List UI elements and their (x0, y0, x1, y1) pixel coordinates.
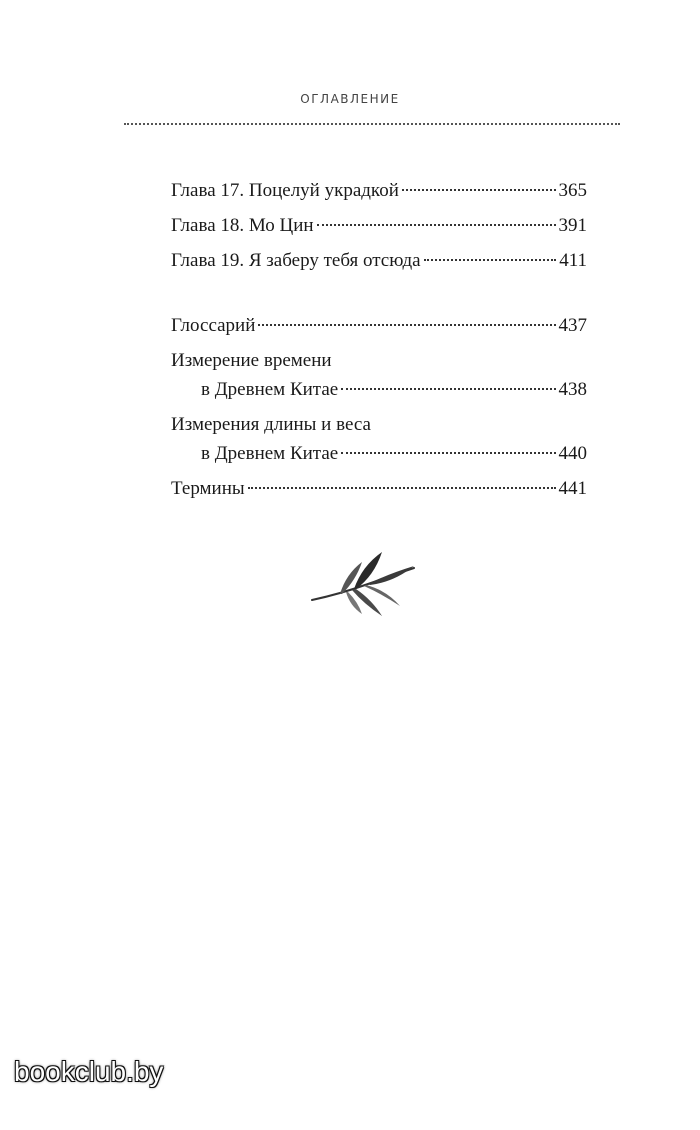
toc-entry[interactable] (171, 311, 587, 340)
toc-entry[interactable] (171, 410, 587, 468)
toc-entry-title-line2: в Древнем Китае (201, 443, 339, 464)
dot-leader (248, 487, 556, 489)
toc-entry-title: Глава 18. Мо Цин (171, 215, 314, 236)
toc-entry-page: 438 (558, 379, 587, 400)
toc-entry[interactable] (171, 211, 587, 240)
watermark-logo: bookclub.by (14, 1056, 164, 1087)
toc-entry-page: 437 (558, 315, 587, 336)
toc-entry-page: 365 (558, 180, 587, 201)
toc-chapters (171, 176, 587, 281)
running-head: ОГЛАВЛЕНИЕ (300, 92, 400, 106)
toc-entry-title: Термины (171, 478, 245, 499)
toc-entry[interactable] (171, 246, 587, 275)
dot-leader (317, 224, 556, 226)
toc-entry-page: 441 (558, 478, 587, 499)
dot-leader (341, 452, 555, 454)
toc-entry-title: Глава 17. Поцелуй украдкой (171, 180, 399, 201)
dot-leader (424, 259, 557, 261)
toc-entry-title: Глоссарий (171, 315, 256, 336)
toc-entry[interactable] (171, 176, 587, 205)
toc-entry[interactable] (171, 346, 587, 404)
toc-entry-title-line2: в Древнем Китае (201, 379, 339, 400)
dot-leader (341, 388, 555, 390)
dot-leader (258, 324, 555, 326)
toc-entry-title: Глава 19. Я заберу тебя отсюда (171, 250, 421, 271)
toc-entry-page: 391 (558, 215, 587, 236)
dot-leader (402, 189, 556, 191)
toc-entry-title-line1: Измерения длины и веса (171, 414, 371, 435)
bamboo-leaf-sprig-icon (310, 548, 420, 622)
toc-entry[interactable] (171, 474, 587, 503)
toc-entry-page: 440 (558, 443, 587, 464)
toc-entry-title-line1: Измерение времени (171, 350, 332, 371)
header-rule (124, 123, 620, 125)
toc-appendices (171, 311, 587, 509)
toc-entry-page: 411 (559, 250, 587, 271)
